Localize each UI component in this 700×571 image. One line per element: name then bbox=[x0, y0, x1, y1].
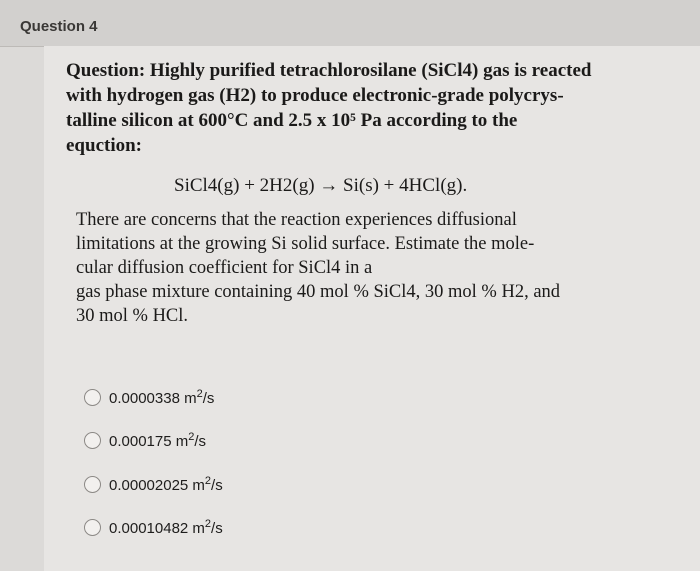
question-body bbox=[76, 208, 616, 328]
answer-option-2[interactable] bbox=[84, 428, 206, 452]
question-line-4: equction: bbox=[66, 135, 142, 156]
answer-option-4[interactable] bbox=[84, 515, 223, 539]
question-line-1: Question: Highly purified tetrachlorosilane (SiCl4) gas is reacted bbox=[66, 60, 592, 81]
body-line-2: limitations at the growing Si solid surface. Estimate the mole- bbox=[76, 234, 535, 254]
answer-option-3[interactable] bbox=[84, 472, 223, 496]
answer-option-label: 0.00002025 $m^2/s$ bbox=[109, 474, 223, 494]
body-line-3: cular diffusion coefficient for SiCl4 in a bbox=[76, 258, 373, 278]
radio-button[interactable] bbox=[84, 432, 101, 449]
body-line-4: gas phase mixture containing 40 mol % SiCl4, 30 mol % H2, and bbox=[76, 282, 561, 302]
answer-option-1[interactable] bbox=[84, 385, 214, 409]
question-text bbox=[66, 58, 606, 158]
radio-button[interactable] bbox=[84, 476, 101, 493]
question-number-title: Question 4 bbox=[20, 18, 98, 35]
question-header bbox=[0, 0, 700, 47]
question-line-3: talline silicon at 600°C and 2.5 x 10⁵ Pa according to the bbox=[66, 110, 518, 131]
radio-button[interactable] bbox=[84, 519, 101, 536]
radio-button[interactable] bbox=[84, 389, 101, 406]
reaction-equation: SiCl4(g) + 2H2(g) → Si(s) + 4HCl(g). bbox=[174, 175, 468, 196]
answer-option-label: 0.00010482 $m^2/s$ bbox=[109, 517, 223, 537]
body-line-5: 30 mol % HCl. bbox=[76, 306, 189, 326]
body-line-1: There are concerns that the reaction experiences diffusional bbox=[76, 210, 517, 230]
question-line-2: with hydrogen gas (H2) to produce electronic-grade polycrys- bbox=[66, 85, 564, 106]
answer-option-label: 0.0000338 $m^2/s$ bbox=[109, 387, 215, 407]
answer-option-label: 0.000175 $m^2/s$ bbox=[109, 430, 207, 450]
